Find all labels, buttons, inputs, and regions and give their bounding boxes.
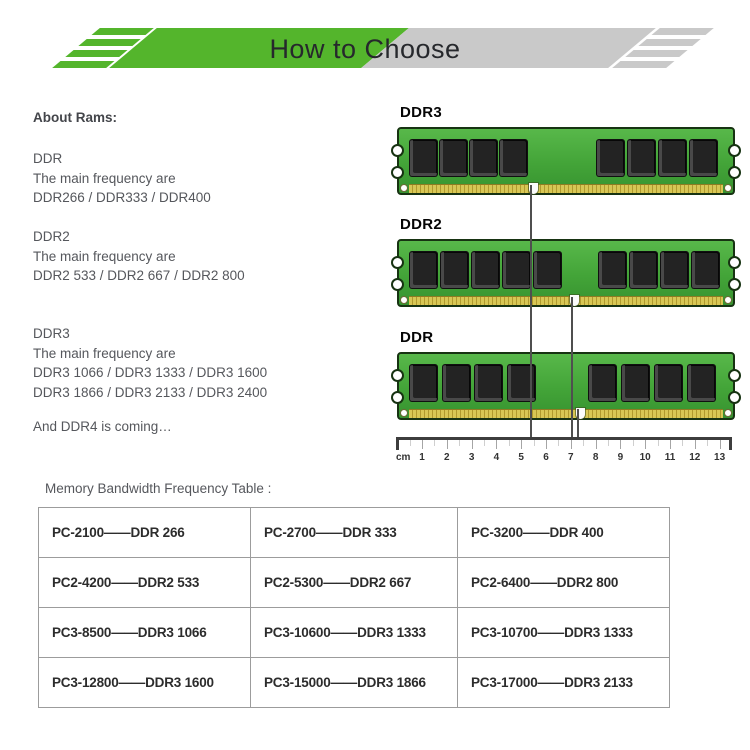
memory-chip bbox=[470, 140, 497, 176]
ram-description-section bbox=[33, 324, 267, 402]
edge-cutout bbox=[391, 278, 404, 291]
edge-cutout bbox=[391, 391, 404, 404]
mounting-hole bbox=[724, 409, 732, 417]
ram-description-line: The main frequency are bbox=[33, 170, 176, 186]
ruler-number: 5 bbox=[518, 452, 524, 463]
memory-chip bbox=[630, 252, 657, 288]
ram-description-section bbox=[33, 149, 211, 208]
table-cell: PC2-6400——DDR2 800 bbox=[458, 558, 670, 608]
edge-cutout bbox=[728, 278, 741, 291]
mounting-hole bbox=[400, 409, 408, 417]
table-cell: PC3-10700——DDR3 1333 bbox=[458, 608, 670, 658]
edge-cutout bbox=[391, 256, 404, 269]
ruler-tick bbox=[620, 440, 621, 449]
ruler-half-tick bbox=[707, 440, 708, 446]
memory-chip bbox=[440, 140, 467, 176]
table-row bbox=[39, 608, 670, 658]
memory-chip bbox=[599, 252, 626, 288]
memory-chip bbox=[410, 365, 437, 401]
how-to-choose-banner bbox=[0, 28, 750, 68]
ram-module-label: DDR3 bbox=[400, 104, 443, 121]
ruler-number: 1 bbox=[419, 452, 425, 463]
mounting-hole bbox=[724, 184, 732, 192]
table-cell: PC2-5300——DDR2 667 bbox=[251, 558, 458, 608]
ram-description-line: The main frequency are bbox=[33, 345, 176, 361]
cm-ruler bbox=[396, 437, 732, 467]
table-cell: PC3-15000——DDR3 1866 bbox=[251, 658, 458, 708]
memory-chip bbox=[472, 252, 499, 288]
mounting-hole bbox=[400, 296, 408, 304]
edge-cutout bbox=[391, 369, 404, 382]
ruler-tick bbox=[720, 440, 721, 449]
ruler-tick bbox=[645, 440, 646, 449]
about-rams-heading: About Rams: bbox=[33, 110, 117, 125]
memory-chip bbox=[622, 365, 649, 401]
ram-description-line: DDR266 / DDR333 / DDR400 bbox=[33, 190, 211, 205]
ruler-number: 13 bbox=[714, 452, 726, 463]
memory-chip bbox=[503, 252, 530, 288]
notch-indicator-line bbox=[571, 297, 573, 437]
notch-indicator-line bbox=[530, 185, 532, 437]
ram-description-line: DDR2 bbox=[33, 229, 70, 244]
ruler-half-tick bbox=[434, 440, 435, 446]
ram-description-line: DDR3 bbox=[33, 326, 70, 341]
memory-chip bbox=[659, 140, 686, 176]
memory-chip bbox=[475, 365, 502, 401]
ruler-tick bbox=[695, 440, 696, 449]
ruler-half-tick bbox=[534, 440, 535, 446]
gold-pins-strip bbox=[409, 184, 723, 193]
ram-description-line: DDR3 1066 / DDR3 1333 / DDR3 1600 bbox=[33, 365, 268, 380]
ddr4-coming-note: And DDR4 is coming… bbox=[33, 419, 172, 434]
ruler-half-tick bbox=[410, 440, 411, 446]
ruler-half-tick bbox=[633, 440, 634, 446]
edge-cutout bbox=[728, 391, 741, 404]
ruler-number: 3 bbox=[468, 452, 475, 463]
table-cell: PC-3200——DDR 400 bbox=[458, 508, 670, 558]
edge-cutout bbox=[728, 144, 741, 157]
ruler-tick bbox=[447, 440, 448, 449]
ruler-number: 2 bbox=[444, 452, 450, 463]
memory-chip bbox=[589, 365, 616, 401]
memory-chip bbox=[597, 140, 624, 176]
mounting-hole bbox=[724, 296, 732, 304]
table-cell: PC3-17000——DDR3 2133 bbox=[458, 658, 670, 708]
ruler-number: 8 bbox=[592, 452, 599, 463]
ruler-half-tick bbox=[658, 440, 659, 446]
ram-module-label: DDR bbox=[400, 329, 434, 346]
ruler-half-tick bbox=[608, 440, 609, 446]
ram-module-ddr2 bbox=[397, 239, 735, 307]
ruler-half-tick bbox=[682, 440, 683, 446]
ruler-number: 7 bbox=[568, 452, 574, 463]
memory-chip bbox=[661, 252, 688, 288]
banner-title: How to Choose bbox=[269, 34, 461, 64]
edge-cutout bbox=[391, 144, 404, 157]
table-cell: PC2-4200——DDR2 533 bbox=[39, 558, 251, 608]
ruler-tick bbox=[546, 440, 547, 449]
ruler-half-tick bbox=[459, 440, 460, 446]
memory-chip bbox=[410, 252, 437, 288]
ram-description-line: DDR2 533 / DDR2 667 / DDR2 800 bbox=[33, 268, 245, 283]
ruler-number: 9 bbox=[617, 452, 624, 463]
edge-cutout bbox=[728, 369, 741, 382]
table-cell: PC-2700——DDR 333 bbox=[251, 508, 458, 558]
ram-module-label: DDR2 bbox=[400, 216, 443, 233]
memory-chip bbox=[655, 365, 682, 401]
ram-module-ddr bbox=[397, 352, 735, 420]
frequency-table-heading: Memory Bandwidth Frequency Table : bbox=[45, 481, 272, 496]
ruler-tick bbox=[521, 440, 522, 449]
ruler-tick bbox=[496, 440, 497, 449]
table-cell: PC-2100——DDR 266 bbox=[39, 508, 251, 558]
ruler-half-tick bbox=[509, 440, 510, 446]
memory-chip bbox=[441, 252, 468, 288]
edge-cutout bbox=[728, 256, 741, 269]
ruler-number: 10 bbox=[639, 452, 651, 463]
ruler-unit-label: cm bbox=[396, 452, 411, 463]
table-cell: PC3-10600——DDR3 1333 bbox=[251, 608, 458, 658]
memory-bandwidth-frequency-table bbox=[38, 507, 670, 708]
ruler-tick bbox=[571, 440, 572, 449]
ram-description-section bbox=[33, 227, 245, 286]
ram-description-line: DDR bbox=[33, 151, 63, 166]
memory-chip bbox=[690, 140, 717, 176]
table-row bbox=[39, 558, 670, 608]
ruler-tick bbox=[670, 440, 671, 449]
ruler-half-tick bbox=[583, 440, 584, 446]
mounting-hole bbox=[400, 184, 408, 192]
memory-chip bbox=[692, 252, 719, 288]
gold-pins-strip bbox=[409, 409, 723, 418]
ruler-half-tick bbox=[558, 440, 559, 446]
ruler-number: 4 bbox=[493, 452, 500, 463]
memory-chip bbox=[500, 140, 527, 176]
ruler-number: 11 bbox=[664, 452, 676, 463]
ruler-number: 12 bbox=[689, 452, 701, 463]
table-row bbox=[39, 658, 670, 708]
memory-chip bbox=[410, 140, 437, 176]
table-cell: PC3-12800——DDR3 1600 bbox=[39, 658, 251, 708]
memory-chip bbox=[628, 140, 655, 176]
ruler-tick bbox=[472, 440, 473, 449]
notch-indicator-line bbox=[577, 409, 579, 437]
ruler-tick bbox=[422, 440, 423, 449]
ram-description-line: The main frequency are bbox=[33, 248, 176, 264]
table-cell: PC3-8500——DDR3 1066 bbox=[39, 608, 251, 658]
ruler-half-tick bbox=[484, 440, 485, 446]
gold-pins-strip bbox=[409, 296, 723, 305]
ram-module-ddr3 bbox=[397, 127, 735, 195]
ram-description-line: DDR3 1866 / DDR3 2133 / DDR3 2400 bbox=[33, 384, 268, 400]
memory-chip bbox=[688, 365, 715, 401]
ruler-number: 6 bbox=[543, 452, 549, 463]
edge-cutout bbox=[391, 166, 404, 179]
edge-cutout bbox=[728, 166, 741, 179]
table-row bbox=[39, 508, 670, 558]
ruler-tick bbox=[596, 440, 597, 449]
memory-chip bbox=[443, 365, 470, 401]
memory-chip bbox=[534, 252, 561, 288]
